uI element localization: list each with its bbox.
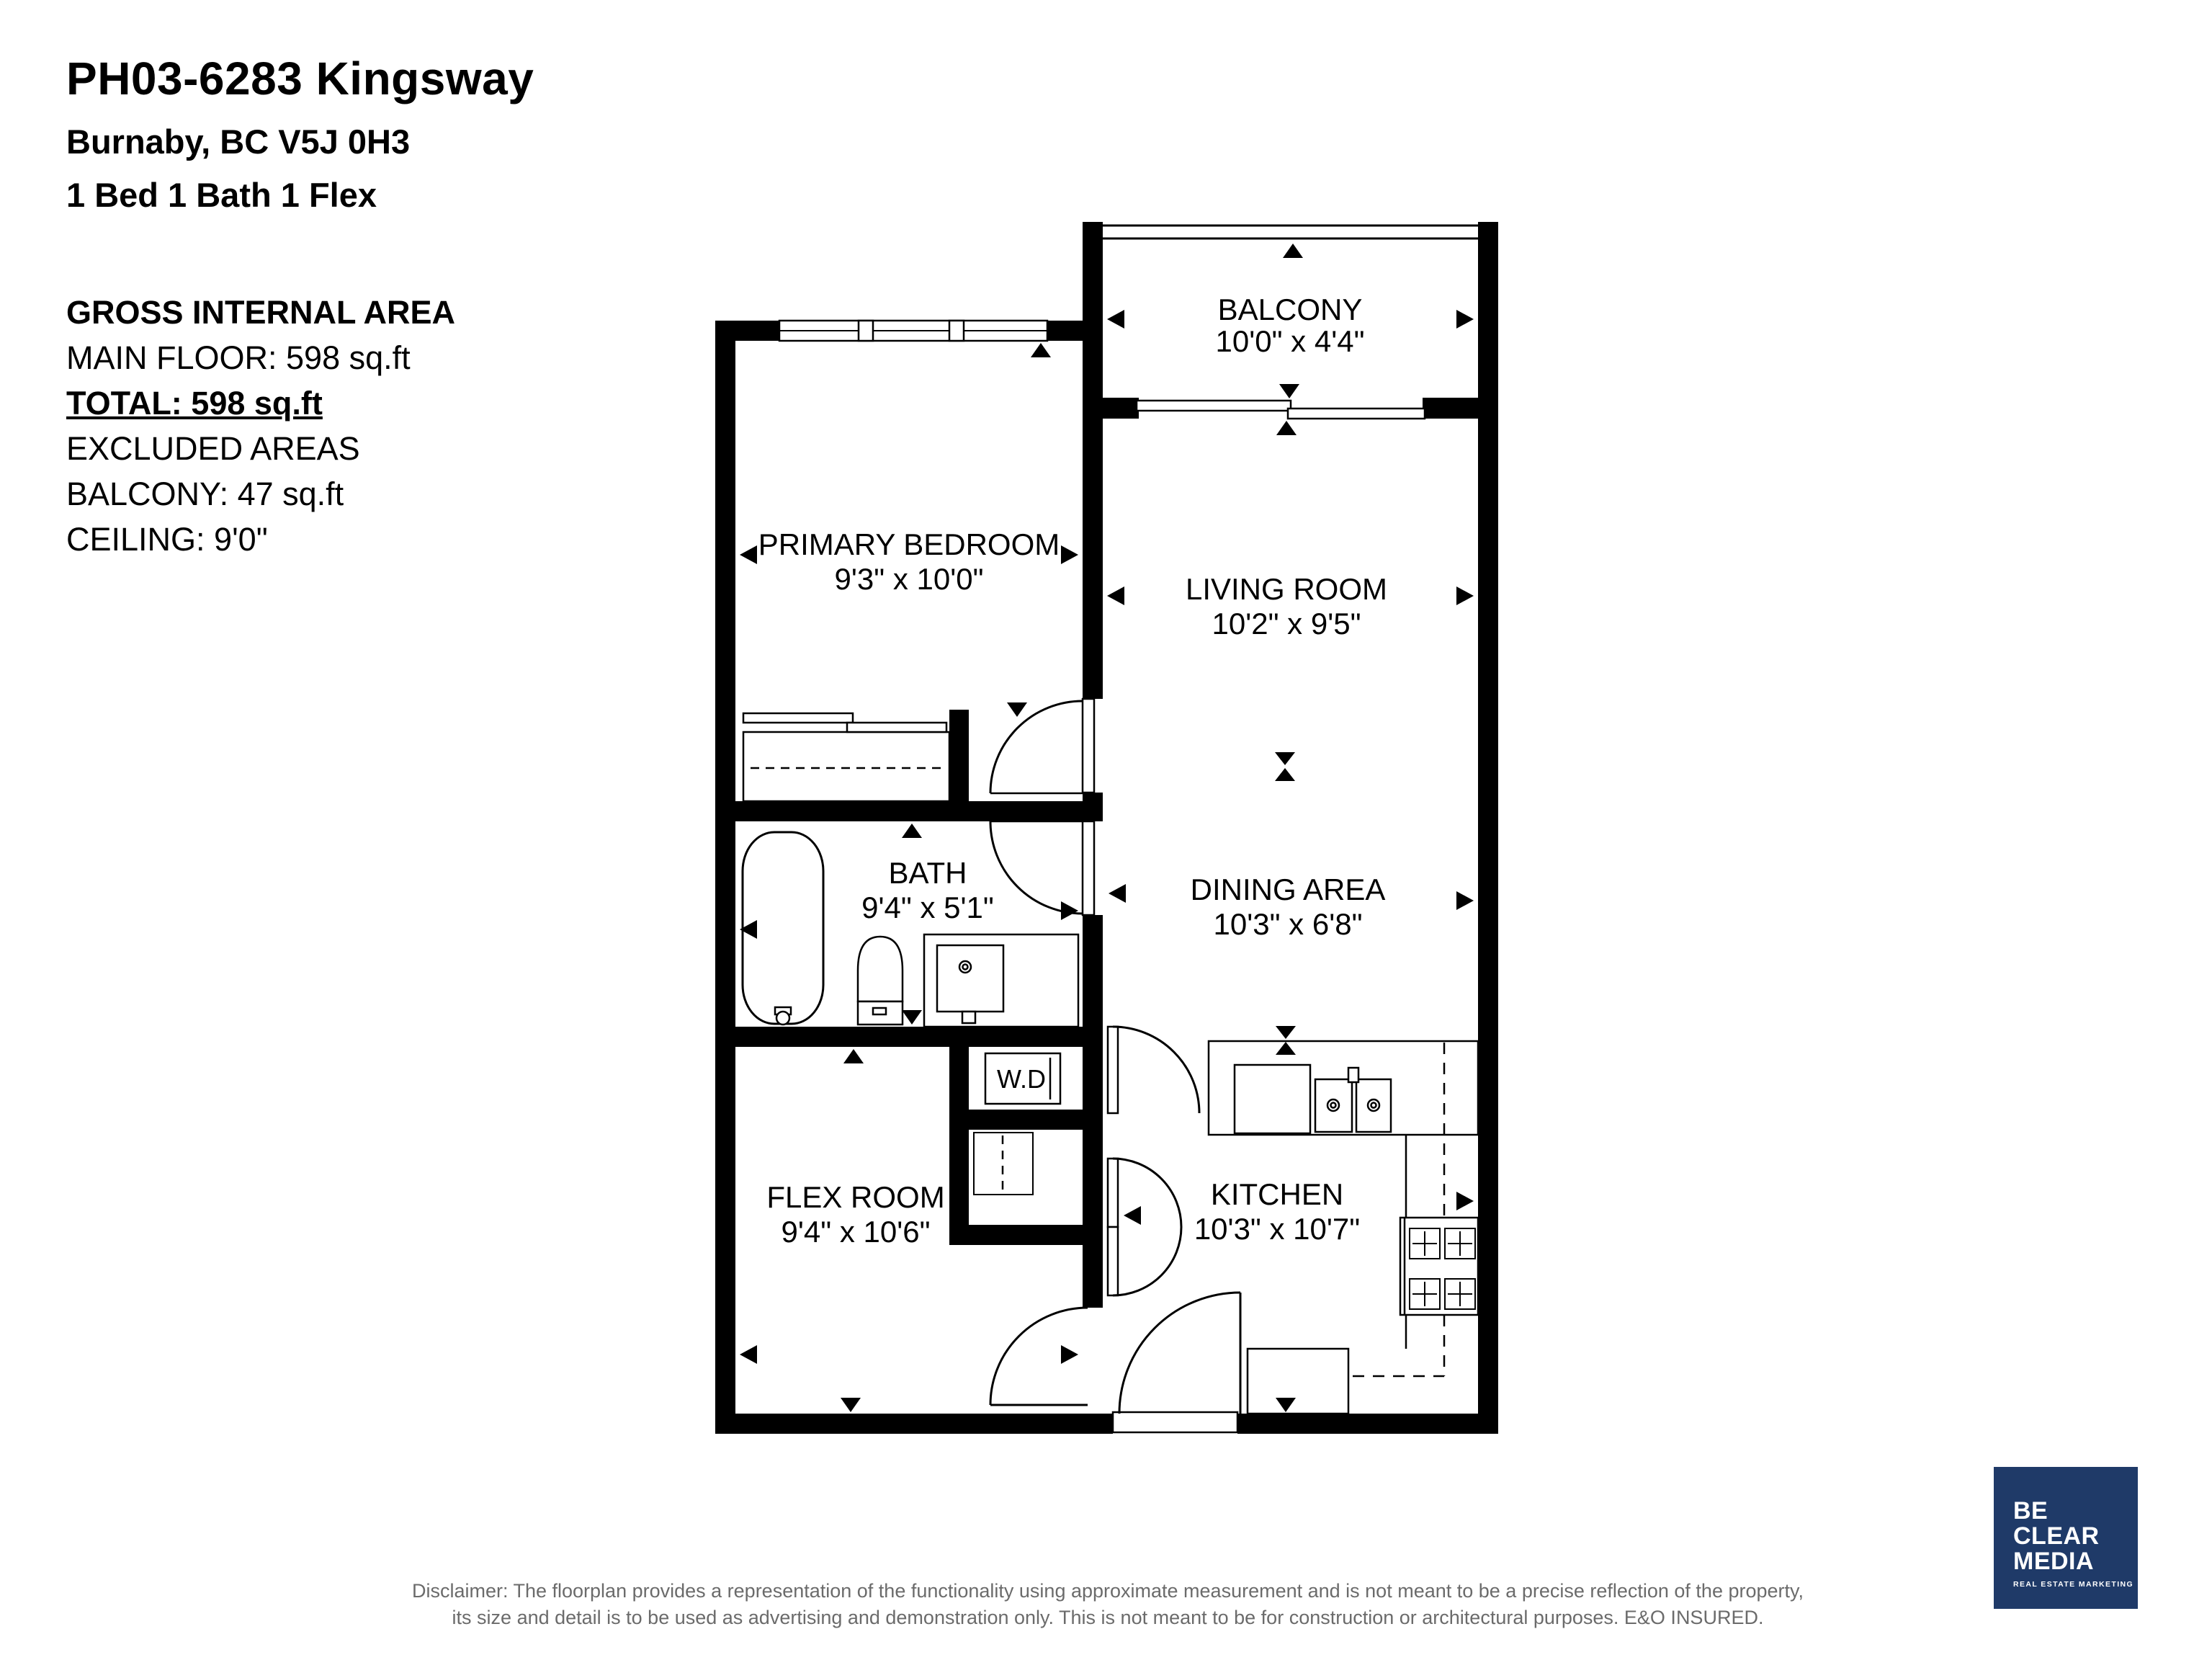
wardrobe-sliding-panel bbox=[743, 713, 853, 723]
dim-arrow-left-icon bbox=[740, 545, 757, 564]
disclaimer-line-2: its size and detail is to be used as advertising and demonstration only. This is not meant to be for construction or architectural purposes. E&O INSURED. bbox=[452, 1607, 1764, 1628]
toilet-flush-icon bbox=[873, 1008, 886, 1014]
room-label-washer-dryer: W.D bbox=[997, 1064, 1046, 1094]
dim-arrow-left-icon bbox=[1107, 310, 1124, 329]
wall-exterior-left bbox=[715, 321, 735, 1434]
wall-closet-bottom bbox=[949, 1225, 1103, 1245]
dim-arrow-up-icon bbox=[843, 1049, 864, 1063]
room-label-balcony: BALCONY bbox=[1217, 293, 1363, 326]
logo-word-3: MEDIA bbox=[2013, 1548, 2095, 1575]
bedroom-window bbox=[779, 321, 1047, 341]
be-clear-media-logo bbox=[1994, 1467, 2138, 1609]
wardrobe-body bbox=[743, 732, 949, 801]
stove bbox=[1400, 1218, 1478, 1315]
dim-arrow-up-icon bbox=[1283, 244, 1303, 258]
door-leaf bbox=[1083, 821, 1094, 915]
room-dims-primary-bedroom: 9'3" x 10'0" bbox=[834, 562, 984, 596]
toilet bbox=[858, 937, 903, 1025]
door-swing-arc bbox=[1119, 1293, 1240, 1414]
walls bbox=[715, 222, 1498, 1434]
logo-word-1: BE bbox=[2013, 1497, 2048, 1525]
balcony-railing bbox=[1083, 226, 1498, 238]
room-dims-living-room: 10'2" x 9'5" bbox=[1212, 607, 1361, 641]
door-swing-arc bbox=[1113, 1227, 1181, 1295]
disclaimer-line-1: Disclaimer: The floorplan provides a representation of the functionality using approximate measurement and is not meant to be a precise reflection of the property, bbox=[411, 1580, 1804, 1602]
room-label-primary-bedroom: PRIMARY BEDROOM bbox=[758, 527, 1060, 561]
room-label-dining-area: DINING AREA bbox=[1190, 873, 1386, 906]
door-kitchen-hall bbox=[1108, 1027, 1199, 1113]
door-bath bbox=[990, 821, 1094, 915]
dim-arrow-down-icon bbox=[902, 1010, 922, 1025]
area-heading: GROSS INTERNAL AREA bbox=[66, 294, 456, 331]
door-hall-closet-lower bbox=[1108, 1227, 1181, 1295]
dim-arrow-left-icon bbox=[1107, 586, 1124, 605]
room-dims-flex-room: 9'4" x 10'6" bbox=[781, 1215, 931, 1249]
sink-faucet-icon bbox=[1348, 1068, 1358, 1082]
door-leaf bbox=[1108, 1159, 1118, 1227]
dim-arrow-up-icon bbox=[902, 824, 922, 838]
dim-arrow-right-icon bbox=[1061, 545, 1078, 564]
area-total: TOTAL: 598 sq.ft bbox=[66, 385, 323, 421]
dim-arrow-down-icon bbox=[1279, 384, 1299, 398]
logo-tagline: REAL ESTATE MARKETING bbox=[2013, 1580, 2134, 1589]
tub-drain-icon bbox=[776, 1012, 789, 1025]
beds-baths-line: 1 Bed 1 Bath 1 Flex bbox=[66, 176, 377, 214]
vanity-faucet-icon bbox=[962, 1012, 975, 1023]
dim-arrow-right-icon bbox=[1456, 1192, 1474, 1210]
area-ceiling: CEILING: 9'0" bbox=[66, 521, 268, 558]
kitchen-lower-counter bbox=[1248, 1349, 1348, 1414]
dim-arrow-down-icon bbox=[841, 1398, 861, 1412]
disclaimer bbox=[204, 1578, 2012, 1631]
room-dims-dining-area: 10'3" x 6'8" bbox=[1213, 907, 1363, 941]
page-title: PH03-6283 Kingsway bbox=[66, 53, 534, 104]
vanity-sink bbox=[924, 934, 1078, 1027]
door-bedroom bbox=[990, 699, 1094, 793]
dim-arrow-right-icon bbox=[1456, 891, 1474, 910]
door-leaf bbox=[1083, 699, 1094, 793]
area-excluded-heading: EXCLUDED AREAS bbox=[66, 430, 360, 467]
wall-divider-lower bbox=[1083, 915, 1103, 1027]
area-excluded-balcony: BALCONY: 47 sq.ft bbox=[66, 476, 344, 512]
window-mullion bbox=[949, 321, 964, 341]
room-label-bath: BATH bbox=[888, 856, 967, 890]
wall-wd-left bbox=[949, 1027, 969, 1245]
wall-wd-bottom bbox=[949, 1110, 1103, 1130]
divider-marker-icon bbox=[1275, 752, 1295, 781]
room-label-living-room: LIVING ROOM bbox=[1185, 572, 1388, 606]
wall-balcony-stub-right bbox=[1423, 398, 1478, 419]
wall-divider-upper bbox=[1083, 222, 1103, 699]
door-hall-closet-upper bbox=[1108, 1159, 1181, 1227]
window-mullion bbox=[859, 321, 873, 341]
dim-arrow-right-icon bbox=[1456, 310, 1474, 329]
wall-hallway bbox=[1083, 1027, 1103, 1308]
wall-exterior-right bbox=[1478, 222, 1498, 1434]
room-dims-bath: 9'4" x 5'1" bbox=[861, 891, 994, 924]
dim-arrow-up-icon bbox=[1276, 421, 1297, 435]
area-main-floor: MAIN FLOOR: 598 sq.ft bbox=[66, 339, 411, 376]
room-label-flex-room: FLEX ROOM bbox=[766, 1180, 945, 1214]
hall-closet bbox=[974, 1133, 1033, 1195]
wall-balcony-stub-left bbox=[1103, 398, 1139, 419]
door-swing-arc bbox=[990, 821, 1083, 914]
dim-arrow-down-icon bbox=[1007, 702, 1027, 717]
door-swing-arc bbox=[1113, 1027, 1199, 1113]
balcony-sliding-door bbox=[1137, 401, 1425, 419]
dim-arrow-right-icon bbox=[1456, 586, 1474, 605]
entry-threshold bbox=[1113, 1412, 1237, 1432]
dim-arrow-left-icon bbox=[1109, 884, 1126, 903]
address-line: Burnaby, BC V5J 0H3 bbox=[66, 122, 411, 161]
room-dims-balcony: 10'0" x 4'4" bbox=[1215, 324, 1365, 358]
wall-bedroom-bath bbox=[715, 801, 1103, 821]
dim-arrow-left-icon bbox=[1124, 1206, 1141, 1225]
wall-wardrobe-stub bbox=[949, 710, 969, 801]
wall-exterior-bottom bbox=[1237, 1414, 1498, 1434]
dim-arrow-up-icon bbox=[1031, 343, 1051, 357]
room-label-kitchen: KITCHEN bbox=[1210, 1177, 1344, 1211]
dim-arrow-right-icon bbox=[1061, 1345, 1078, 1364]
door-entry bbox=[1113, 1293, 1240, 1432]
door-leaf bbox=[1108, 1027, 1118, 1113]
wardrobe-closet bbox=[743, 713, 949, 801]
logo-word-2: CLEAR bbox=[2013, 1522, 2100, 1550]
wall-bath-flex bbox=[715, 1027, 1103, 1047]
door-swing-arc bbox=[990, 701, 1083, 793]
door-leaf bbox=[1108, 1227, 1118, 1295]
dim-arrow-left-icon bbox=[740, 1345, 757, 1364]
door-swing-arc bbox=[1113, 1159, 1181, 1227]
room-dims-kitchen: 10'3" x 10'7" bbox=[1194, 1212, 1361, 1246]
wardrobe-sliding-panel bbox=[847, 723, 946, 732]
refrigerator bbox=[1235, 1065, 1310, 1133]
dim-arrow-right-icon bbox=[1061, 901, 1078, 920]
wall-exterior-bottom bbox=[715, 1414, 1113, 1434]
